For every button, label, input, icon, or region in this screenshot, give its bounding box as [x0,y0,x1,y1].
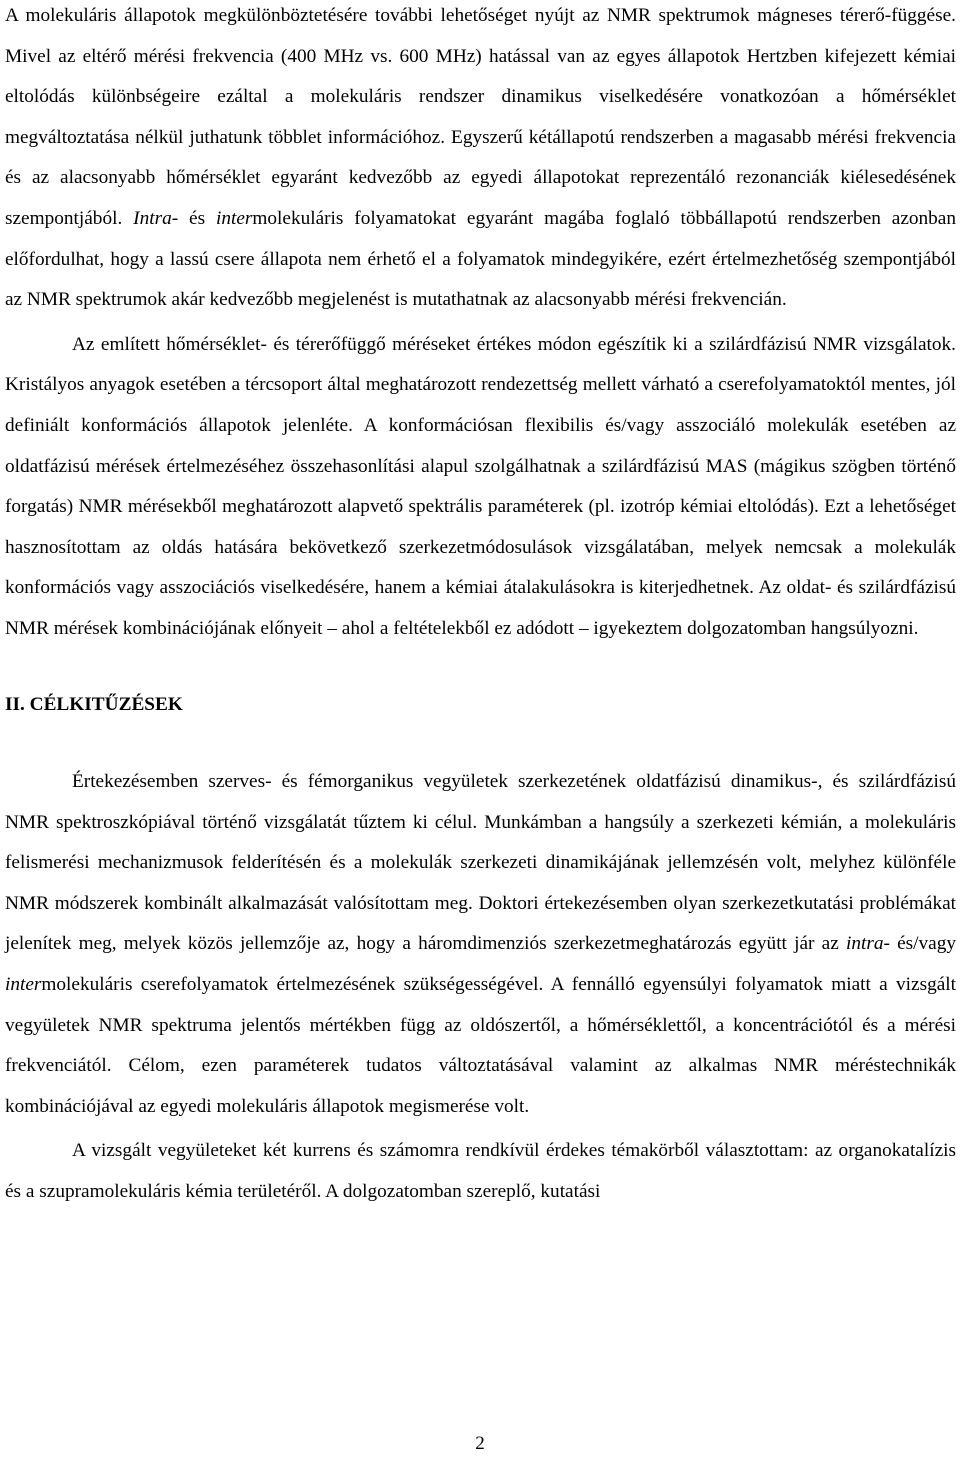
paragraph-nmr-field-dependence [5,0,956,321]
page-number: 2 [475,1433,485,1454]
text-segment: A vizsgált vegyületeket két kurrens és számomra rendkívül érdekes témakörből választottam: az organokatalízis és a szupramolekuláris kémia területéről. A dolgozatomban szereplő, kutatási [5,1140,956,1203]
italic-text-segment: Intra [133,207,172,229]
italic-text-segment: intra [845,933,884,955]
text-segment: - és [171,207,216,229]
italic-text-segment: inter [215,207,253,229]
text-segment: - és/vagy [883,933,957,955]
text-segment: molekuláris cserefolyamatok értelmezésének szükségességével. A fennálló egyensúlyi folyamatok miatt a vizsgált vegyületek NMR spektruma jelentős mértékben függ az oldószertől, a hőmérséklettől, a koncentrációtól és a mérési frekvenciától. Célom, ezen paraméterek tudatos változtatásával valamint az alkalmas NMR méréstechnikák kombinációjával az egyedi molekuláris állapotok megismerése volt. [5,974,956,1117]
text-segment: molekuláris folyamatokat egyaránt magába foglaló többállapotú rendszerben azonban előfordulhat, hogy a lassú csere állapota nem érhető el a folyamatok mindegyikére, ezért értelmezhetőség szempontjából az NMR spektrumok akár kedvezőbb megjelenést is mutathatnak az alacsonyabb mérési frekvencián. [5,207,957,311]
text-segment: Az említett hőmérséklet- és térerőfüggő méréseket értékes módon egészítik ki a szilárdfázisú NMR vizsgálatok. Kristályos anyagok esetében a tércsoport által meghatározott rendezettség mellett várható a cserefolyamatoktól mentes, jól definiált konformációs állapotok jelenléte. A konformációsan flexibilis és/vagy asszociáló molekulák esetében az oldatfázisú mérések értelmezéséhez összehasonlítási alapul szolgálhatnak a szilárdfázisú MAS (mágikus szögben történő forgatás) NMR mérésekből meghatározott alapvető spektrális paraméterek (pl. izotróp kémiai eltolódás). Ezt a lehetőséget hasznosítottam az oldás hatására bekövetkező szerkezetmódosulások vizsgálatában, melyek nemcsak a molekulák konformációs vagy asszociációs viselkedésére, hanem a kémiai átalakulásokra is kiterjedhetnek. Az oldat- és szilárdfázisú NMR mérések kombinációjának előnyeit – ahol a feltételekből ez adódott – igyekeztem dolgozatomban hangsúlyozni. [5,333,956,639]
paragraph-solid-state-nmr [5,325,956,650]
document-page [5,0,956,1213]
section-heading: II. CÉLKITŰZÉSEK [5,693,183,715]
paragraph-objectives [5,762,956,1127]
italic-text-segment: inter [5,974,42,996]
text-segment: Értekezésemben szerves- és fémorganikus vegyületek szerkezetének oldatfázisú dinamikus-, és szilárdfázisú NMR spektroszkópiával történő vizsgálatát tűztem ki célul. Munkámban a hangsúly a szerkezeti kémián, a molekuláris felismerési mechanizmusok felderítésén és a molekulák szerkezeti dinamikájának jellemzésén volt, melyhez különféle NMR módszerek kombinált alkalmazását valósítottam meg. Doktori értekezésemben olyan szerkezetkutatási problémákat jelenítek meg, melyek közös jellemzője az, hogy a háromdimenziós szerkezetmeghatározás együtt jár az [5,771,956,955]
paragraph-selected-compounds [5,1131,956,1212]
text-segment: A molekuláris állapotok megkülönböztetésére további lehetőséget nyújt az NMR spektrumok mágneses térerő-függése. Mivel az eltérő mérési frekvencia (400 MHz vs. 600 MHz) hatással van az egyes állapotok Hertzben kifejezett kémiai eltolódás különbségeire ezáltal a molekuláris rendszer dinamikus viselkedésére vonatkozóan a hőmérséklet megváltoztatása nélkül juthatunk többlet információhoz. Egyszerű kétállapotú rendszerben a magasabb mérési frekvencia és az alacsonyabb hőmérséklet egyaránt kedvezőbb az egyedi állapotokat reprezentáló rezonanciák kiélesedésének szempontjából. [5,5,956,229]
